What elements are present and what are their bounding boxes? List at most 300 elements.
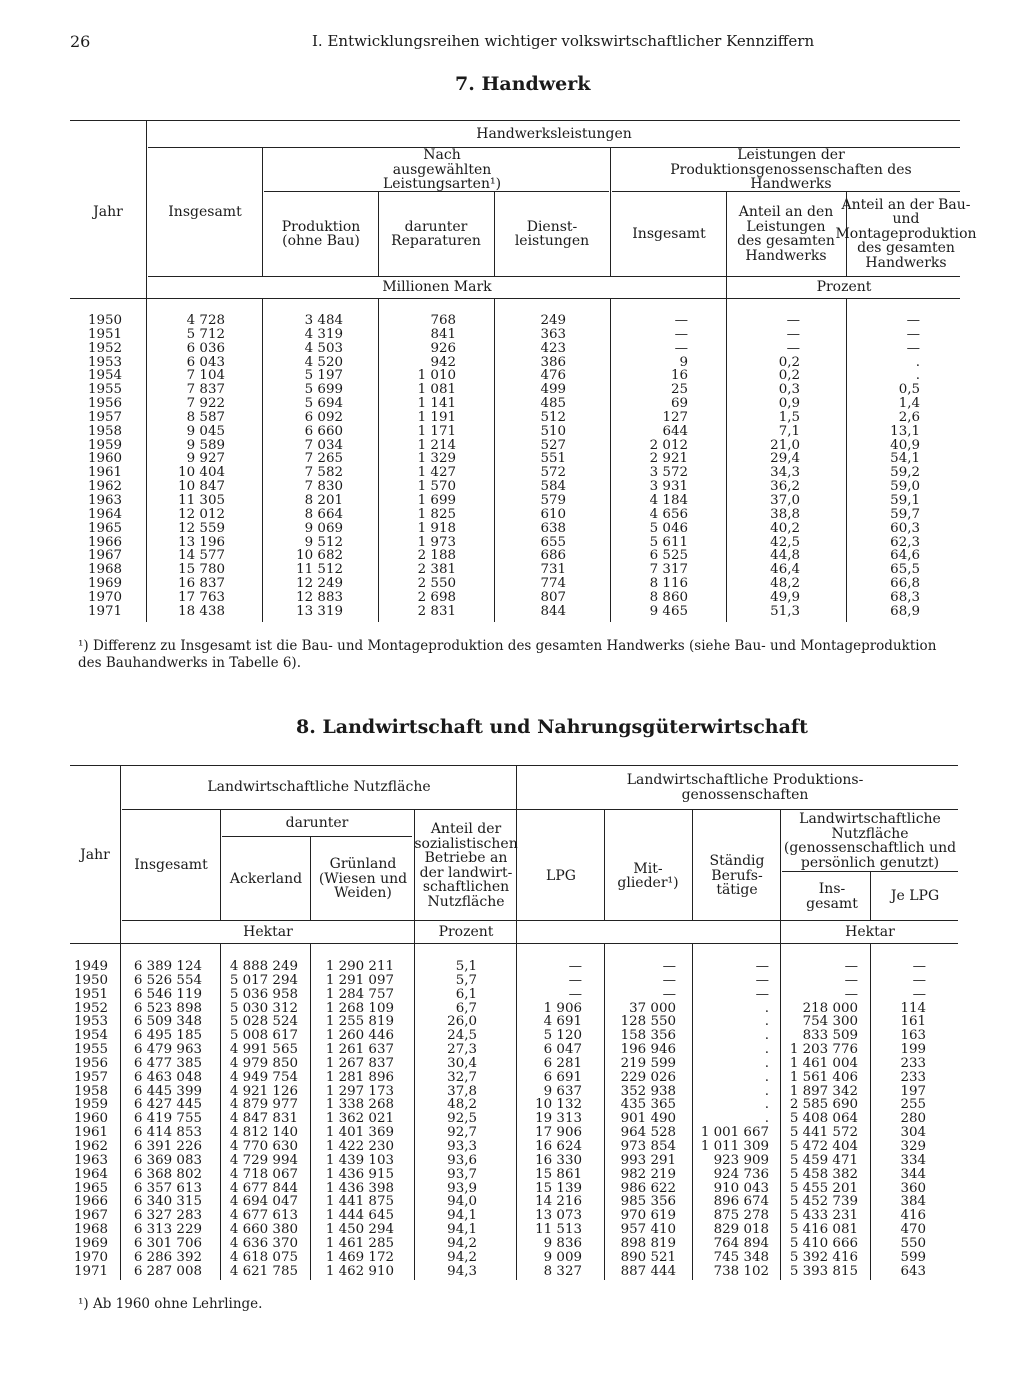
cell-mitglieder: 219 599 bbox=[620, 1055, 676, 1071]
cell-jahr: 1965 bbox=[88, 520, 123, 536]
cell-nf-insgesamt: 218 000 bbox=[802, 1000, 858, 1016]
t8-col-nf-insgesamt bbox=[784, 960, 858, 1278]
cell-berufstaetige: . bbox=[764, 1055, 769, 1071]
cell-je-lpg: 329 bbox=[900, 1138, 926, 1154]
cell-anteil: 27,3 bbox=[447, 1042, 477, 1058]
cell-ackerland: 4 949 754 bbox=[229, 1069, 298, 1085]
cell-anteil-bau: . bbox=[915, 354, 920, 370]
cell-anteil-leistungen: 46,4 bbox=[770, 562, 800, 578]
cell-ackerland: 4 636 370 bbox=[229, 1235, 298, 1251]
cell-pgh-insgesamt: 3 572 bbox=[649, 465, 688, 481]
cell-dienst: 731 bbox=[540, 562, 566, 578]
cell-anteil-leistungen: 0,2 bbox=[778, 354, 800, 370]
cell-berufstaetige: — bbox=[755, 986, 769, 1002]
cell-insgesamt: 6 526 554 bbox=[133, 972, 202, 988]
cell-nf-insgesamt: 5 416 081 bbox=[789, 1222, 858, 1238]
cell-ackerland: 4 770 630 bbox=[229, 1138, 298, 1154]
t7-header-reparaturen: darunter Reparaturen bbox=[391, 218, 481, 249]
t8-header-gruenland: Grünland (Wiesen und Weiden) bbox=[318, 856, 408, 902]
cell-mitglieder: 128 550 bbox=[620, 1014, 676, 1030]
cell-dienst: 476 bbox=[540, 368, 566, 384]
cell-gruenland: 1 436 915 bbox=[325, 1166, 394, 1182]
t7-header-group: Handwerksleistungen bbox=[476, 125, 632, 142]
cell-anteil-bau: 2,6 bbox=[898, 409, 920, 425]
cell-produktion: 7 830 bbox=[304, 479, 343, 495]
cell-anteil-leistungen: — bbox=[786, 340, 800, 356]
cell-insgesamt: 9 589 bbox=[186, 437, 225, 453]
cell-anteil-leistungen: 1,5 bbox=[778, 409, 800, 425]
cell-insgesamt: 9 045 bbox=[186, 423, 225, 439]
cell-ackerland: 4 618 075 bbox=[229, 1249, 298, 1265]
cell-reparaturen: 1 191 bbox=[417, 409, 456, 425]
cell-anteil-leistungen: 29,4 bbox=[770, 451, 800, 467]
cell-reparaturen: 2 831 bbox=[417, 603, 456, 619]
cell-nf-insgesamt: 5 458 382 bbox=[789, 1166, 858, 1182]
cell-berufstaetige: . bbox=[764, 1069, 769, 1085]
cell-insgesamt: 12 559 bbox=[178, 520, 225, 536]
cell-jahr: 1970 bbox=[74, 1249, 109, 1265]
cell-reparaturen: 2 550 bbox=[417, 576, 456, 592]
cell-mitglieder: — bbox=[662, 972, 676, 988]
cell-mitglieder: 993 291 bbox=[620, 1152, 676, 1168]
cell-produktion: 10 682 bbox=[296, 548, 343, 564]
cell-produktion: 11 512 bbox=[296, 562, 343, 578]
cell-mitglieder: 964 528 bbox=[620, 1125, 676, 1141]
t8-unit-prozent: Prozent bbox=[438, 923, 494, 940]
cell-produktion: 7 265 bbox=[304, 451, 343, 467]
cell-jahr: 1966 bbox=[88, 534, 123, 550]
cell-anteil-bau: 59,7 bbox=[890, 506, 920, 522]
cell-anteil-leistungen: 36,2 bbox=[770, 479, 800, 495]
cell-anteil-bau: 59,0 bbox=[890, 479, 920, 495]
cell-berufstaetige: 896 674 bbox=[713, 1194, 769, 1210]
cell-lpg: 6 047 bbox=[543, 1042, 582, 1058]
t8-header-insgesamt: Insgesamt bbox=[134, 857, 208, 874]
cell-anteil-leistungen: — bbox=[786, 313, 800, 328]
cell-pgh-insgesamt: 127 bbox=[662, 409, 688, 425]
cell-ackerland: 4 879 977 bbox=[229, 1097, 298, 1113]
cell-ackerland: 5 017 294 bbox=[229, 972, 298, 988]
cell-anteil: 94,0 bbox=[447, 1194, 477, 1210]
cell-je-lpg: 161 bbox=[900, 1014, 926, 1030]
cell-je-lpg: — bbox=[912, 972, 926, 988]
cell-lpg: — bbox=[568, 972, 582, 988]
cell-ackerland: 4 677 844 bbox=[229, 1180, 298, 1196]
cell-gruenland: 1 260 446 bbox=[325, 1028, 394, 1044]
cell-dienst: 386 bbox=[540, 354, 566, 370]
cell-anteil: 6,7 bbox=[455, 1000, 477, 1016]
t7-col-anteil-bau bbox=[850, 314, 920, 619]
cell-berufstaetige: 910 043 bbox=[713, 1180, 769, 1196]
cell-insgesamt: 6 414 853 bbox=[133, 1125, 202, 1141]
cell-insgesamt: 6 495 185 bbox=[133, 1028, 202, 1044]
cell-berufstaetige: . bbox=[764, 1014, 769, 1030]
cell-anteil: 5,7 bbox=[455, 972, 477, 988]
cell-jahr: 1952 bbox=[88, 340, 123, 356]
cell-gruenland: 1 469 172 bbox=[325, 1249, 394, 1265]
cell-ackerland: 4 694 047 bbox=[229, 1194, 298, 1210]
cell-dienst: 363 bbox=[540, 326, 566, 342]
cell-anteil: 30,4 bbox=[447, 1055, 477, 1071]
cell-nf-insgesamt: 5 459 471 bbox=[789, 1152, 858, 1168]
t7-col-reparaturen bbox=[382, 314, 456, 619]
cell-insgesamt: 6 301 706 bbox=[133, 1235, 202, 1251]
cell-jahr: 1964 bbox=[74, 1166, 109, 1182]
cell-nf-insgesamt: — bbox=[844, 972, 858, 988]
cell-je-lpg: 304 bbox=[900, 1125, 926, 1141]
cell-je-lpg: 233 bbox=[900, 1055, 926, 1071]
cell-reparaturen: 1 081 bbox=[417, 382, 456, 398]
cell-produktion: 12 883 bbox=[296, 589, 343, 605]
cell-je-lpg: 643 bbox=[900, 1263, 926, 1279]
t8-col-je-lpg bbox=[874, 960, 926, 1278]
cell-anteil-leistungen: 37,0 bbox=[770, 492, 800, 508]
t7-col-anteil-leistungen bbox=[730, 314, 800, 619]
cell-dienst: 686 bbox=[540, 548, 566, 564]
t8-col-jahr bbox=[74, 960, 108, 1278]
cell-lpg: 5 120 bbox=[543, 1028, 582, 1044]
cell-mitglieder: 901 490 bbox=[620, 1111, 676, 1127]
cell-anteil-bau: . bbox=[915, 368, 920, 384]
cell-ackerland: 5 008 617 bbox=[229, 1028, 298, 1044]
cell-lpg: 9 836 bbox=[543, 1235, 582, 1251]
cell-pgh-insgesamt: 5 046 bbox=[649, 520, 688, 536]
cell-jahr: 1956 bbox=[74, 1055, 109, 1071]
cell-lpg: 9 637 bbox=[543, 1083, 582, 1099]
cell-anteil-bau: 40,9 bbox=[890, 437, 920, 453]
t7-col-insgesamt bbox=[150, 314, 225, 619]
cell-gruenland: 1 439 103 bbox=[325, 1152, 394, 1168]
cell-insgesamt: 6 043 bbox=[186, 354, 225, 370]
cell-produktion: 4 503 bbox=[304, 340, 343, 356]
cell-jahr: 1955 bbox=[74, 1042, 109, 1058]
cell-nf-insgesamt: — bbox=[844, 986, 858, 1002]
cell-pgh-insgesamt: 9 465 bbox=[649, 603, 688, 619]
cell-mitglieder: 435 365 bbox=[620, 1097, 676, 1113]
cell-jahr: 1957 bbox=[88, 409, 123, 425]
cell-gruenland: 1 290 211 bbox=[325, 959, 394, 974]
cell-pgh-insgesamt: 9 bbox=[679, 354, 688, 370]
cell-jahr: 1959 bbox=[88, 437, 123, 453]
cell-ackerland: 4 979 850 bbox=[229, 1055, 298, 1071]
cell-lpg: — bbox=[568, 959, 582, 974]
cell-berufstaetige: . bbox=[764, 1042, 769, 1058]
t7-unit-mark: Millionen Mark bbox=[382, 279, 492, 296]
cell-gruenland: 1 267 837 bbox=[325, 1055, 394, 1071]
cell-reparaturen: 1 918 bbox=[417, 520, 456, 536]
cell-pgh-insgesamt: 2 921 bbox=[649, 451, 688, 467]
cell-anteil: 37,8 bbox=[447, 1083, 477, 1099]
cell-anteil-bau: 13,1 bbox=[890, 423, 920, 439]
cell-pgh-insgesamt: — bbox=[674, 313, 688, 328]
cell-reparaturen: 2 698 bbox=[417, 589, 456, 605]
cell-pgh-insgesamt: 16 bbox=[670, 368, 688, 384]
cell-produktion: 4 319 bbox=[304, 326, 343, 342]
cell-insgesamt: 6 389 124 bbox=[133, 959, 202, 974]
cell-nf-insgesamt: 5 433 231 bbox=[789, 1208, 858, 1224]
cell-mitglieder: 982 219 bbox=[620, 1166, 676, 1182]
cell-insgesamt: 14 577 bbox=[178, 548, 225, 564]
t8-header-berufstaetige: Ständig Berufs-tätige bbox=[709, 853, 765, 899]
t7-col-jahr bbox=[88, 314, 122, 619]
cell-dienst: 579 bbox=[540, 492, 566, 508]
cell-anteil-bau: — bbox=[906, 313, 920, 328]
cell-reparaturen: 1 973 bbox=[417, 534, 456, 550]
cell-jahr: 1968 bbox=[88, 562, 123, 578]
cell-lpg: 6 281 bbox=[543, 1055, 582, 1071]
cell-lpg: 15 861 bbox=[535, 1166, 582, 1182]
cell-insgesamt: 10 404 bbox=[178, 465, 225, 481]
cell-lpg: 8 327 bbox=[543, 1263, 582, 1279]
cell-lpg: 9 009 bbox=[543, 1249, 582, 1265]
t8-col-ackerland bbox=[224, 960, 298, 1278]
cell-anteil: 92,5 bbox=[447, 1111, 477, 1127]
cell-jahr: 1964 bbox=[88, 506, 123, 522]
cell-gruenland: 1 268 109 bbox=[325, 1000, 394, 1016]
cell-gruenland: 1 338 268 bbox=[325, 1097, 394, 1113]
cell-je-lpg: 360 bbox=[900, 1180, 926, 1196]
cell-nf-insgesamt: 5 452 739 bbox=[789, 1194, 858, 1210]
cell-anteil: 26,0 bbox=[447, 1014, 477, 1030]
cell-berufstaetige: — bbox=[755, 972, 769, 988]
t7-header-produktion: Produktion (ohne Bau) bbox=[281, 218, 361, 249]
cell-produktion: 8 664 bbox=[304, 506, 343, 522]
cell-je-lpg: 416 bbox=[900, 1208, 926, 1224]
cell-je-lpg: 384 bbox=[900, 1194, 926, 1210]
cell-jahr: 1965 bbox=[74, 1180, 109, 1196]
t7-header-sub1: Nach ausgewählten Leistungsarten¹) bbox=[382, 147, 502, 193]
cell-berufstaetige: . bbox=[764, 1083, 769, 1099]
cell-anteil-bau: — bbox=[906, 326, 920, 342]
cell-dienst: 610 bbox=[540, 506, 566, 522]
cell-berufstaetige: 738 102 bbox=[713, 1263, 769, 1279]
t7-header-dienst: Dienst-leistungen bbox=[514, 218, 590, 249]
cell-pgh-insgesamt: 3 931 bbox=[649, 479, 688, 495]
cell-lpg: 13 073 bbox=[535, 1208, 582, 1224]
cell-nf-insgesamt: 2 585 690 bbox=[789, 1097, 858, 1113]
cell-gruenland: 1 291 097 bbox=[325, 972, 394, 988]
cell-gruenland: 1 422 230 bbox=[325, 1138, 394, 1154]
cell-insgesamt: 7 837 bbox=[186, 382, 225, 398]
cell-insgesamt: 7 922 bbox=[186, 396, 225, 412]
t7-header-sub2: Leistungen der Produktionsgenossenschaften des Handwerks bbox=[670, 147, 912, 193]
cell-insgesamt: 6 523 898 bbox=[133, 1000, 202, 1016]
cell-dienst: 774 bbox=[540, 576, 566, 592]
cell-berufstaetige: . bbox=[764, 1097, 769, 1113]
cell-insgesamt: 4 728 bbox=[186, 313, 225, 328]
t8-header-ackerland: Ackerland bbox=[229, 870, 303, 887]
cell-lpg: 11 513 bbox=[535, 1222, 582, 1238]
cell-jahr: 1954 bbox=[74, 1028, 109, 1044]
cell-lpg: 14 216 bbox=[535, 1194, 582, 1210]
cell-ackerland: 4 847 831 bbox=[229, 1111, 298, 1127]
cell-jahr: 1954 bbox=[88, 368, 123, 384]
cell-jahr: 1953 bbox=[88, 354, 123, 370]
cell-mitglieder: 352 938 bbox=[620, 1083, 676, 1099]
cell-reparaturen: 768 bbox=[430, 313, 456, 328]
cell-lpg: 4 691 bbox=[543, 1014, 582, 1030]
cell-produktion: 13 319 bbox=[296, 603, 343, 619]
cell-je-lpg: 280 bbox=[900, 1111, 926, 1127]
cell-reparaturen: 1 171 bbox=[417, 423, 456, 439]
cell-anteil: 94,2 bbox=[447, 1235, 477, 1251]
cell-mitglieder: 970 619 bbox=[620, 1208, 676, 1224]
cell-insgesamt: 6 369 083 bbox=[133, 1152, 202, 1168]
cell-anteil-bau: 59,1 bbox=[890, 492, 920, 508]
cell-mitglieder: 986 622 bbox=[620, 1180, 676, 1196]
cell-nf-insgesamt: 1 897 342 bbox=[789, 1083, 858, 1099]
cell-produktion: 9 512 bbox=[304, 534, 343, 550]
cell-anteil-bau: 60,3 bbox=[890, 520, 920, 536]
cell-insgesamt: 6 036 bbox=[186, 340, 225, 356]
cell-anteil-leistungen: 0,3 bbox=[778, 382, 800, 398]
table7-title: 7. Handwerk bbox=[455, 73, 591, 95]
cell-pgh-insgesamt: 7 317 bbox=[649, 562, 688, 578]
cell-jahr: 1950 bbox=[74, 972, 109, 988]
cell-nf-insgesamt: 833 509 bbox=[802, 1028, 858, 1044]
cell-jahr: 1957 bbox=[74, 1069, 109, 1085]
cell-anteil-leistungen: 40,2 bbox=[770, 520, 800, 536]
cell-jahr: 1952 bbox=[74, 1000, 109, 1016]
cell-nf-insgesamt: 5 472 404 bbox=[789, 1138, 858, 1154]
cell-anteil-leistungen: 0,2 bbox=[778, 368, 800, 384]
cell-dienst: 551 bbox=[540, 451, 566, 467]
t7-header-insgesamt: Insgesamt bbox=[168, 203, 242, 220]
cell-lpg: 10 132 bbox=[535, 1097, 582, 1113]
cell-mitglieder: 37 000 bbox=[629, 1000, 676, 1016]
page-number: 26 bbox=[70, 32, 91, 51]
cell-lpg: — bbox=[568, 986, 582, 1002]
t8-col-berufstaetige bbox=[696, 960, 769, 1278]
cell-jahr: 1968 bbox=[74, 1222, 109, 1238]
cell-jahr: 1969 bbox=[88, 576, 123, 592]
t8-header-darunter: darunter bbox=[285, 815, 349, 832]
cell-dienst: 807 bbox=[540, 589, 566, 605]
running-head: I. Entwicklungsreihen wichtiger volkswirtschaftlicher Kennziffern bbox=[312, 32, 815, 50]
t7-header-anteil-leistungen: Anteil an den Leistungen des gesamten Handwerks bbox=[737, 204, 835, 264]
cell-pgh-insgesamt: 25 bbox=[670, 382, 688, 398]
cell-insgesamt: 7 104 bbox=[186, 368, 225, 384]
cell-insgesamt: 10 847 bbox=[178, 479, 225, 495]
cell-jahr: 1956 bbox=[88, 396, 123, 412]
cell-insgesamt: 6 445 399 bbox=[133, 1083, 202, 1099]
cell-insgesamt: 6 313 229 bbox=[133, 1222, 202, 1238]
cell-mitglieder: — bbox=[662, 986, 676, 1002]
cell-gruenland: 1 441 875 bbox=[325, 1194, 394, 1210]
cell-je-lpg: 550 bbox=[900, 1235, 926, 1251]
cell-ackerland: 4 621 785 bbox=[229, 1263, 298, 1279]
cell-anteil-leistungen: 21,0 bbox=[770, 437, 800, 453]
cell-dienst: 485 bbox=[540, 396, 566, 412]
cell-dienst: 844 bbox=[540, 603, 566, 619]
cell-jahr: 1961 bbox=[74, 1125, 109, 1141]
cell-ackerland: 4 921 126 bbox=[229, 1083, 298, 1099]
t8-header-group2: Landwirtschaftliche Produktions-genossenschaften bbox=[626, 772, 864, 803]
cell-reparaturen: 926 bbox=[430, 340, 456, 356]
cell-reparaturen: 1 699 bbox=[417, 492, 456, 508]
cell-pgh-insgesamt: 2 012 bbox=[649, 437, 688, 453]
cell-nf-insgesamt: 5 392 416 bbox=[789, 1249, 858, 1265]
cell-nf-insgesamt: 5 410 666 bbox=[789, 1235, 858, 1251]
cell-anteil-leistungen: 38,8 bbox=[770, 506, 800, 522]
cell-ackerland: 4 677 613 bbox=[229, 1208, 298, 1224]
cell-ackerland: 4 888 249 bbox=[229, 959, 298, 974]
cell-insgesamt: 6 419 755 bbox=[133, 1111, 202, 1127]
cell-anteil: 94,1 bbox=[447, 1208, 477, 1224]
cell-berufstaetige: 924 736 bbox=[713, 1166, 769, 1182]
cell-produktion: 12 249 bbox=[296, 576, 343, 592]
t8-header-nf-insgesamt: Ins-gesamt bbox=[806, 881, 858, 912]
cell-gruenland: 1 461 285 bbox=[325, 1235, 394, 1251]
cell-insgesamt: 6 391 226 bbox=[133, 1138, 202, 1154]
cell-anteil-bau: 65,5 bbox=[890, 562, 920, 578]
cell-jahr: 1967 bbox=[74, 1208, 109, 1224]
cell-anteil-leistungen: — bbox=[786, 326, 800, 342]
t7-footnote: ¹) Differenz zu Insgesamt ist die Bau- und Montageproduktion des gesamten Handwerks (siehe Bau- und Montageproduktion des Bauhandwerks in Tabelle 6). bbox=[78, 638, 937, 671]
cell-anteil-leistungen: 44,8 bbox=[770, 548, 800, 564]
cell-pgh-insgesamt: 6 525 bbox=[649, 548, 688, 564]
cell-je-lpg: 233 bbox=[900, 1069, 926, 1085]
cell-je-lpg: — bbox=[912, 959, 926, 974]
cell-jahr: 1966 bbox=[74, 1194, 109, 1210]
cell-ackerland: 5 030 312 bbox=[229, 1000, 298, 1016]
cell-lpg: 15 139 bbox=[535, 1180, 582, 1196]
cell-anteil-bau: 0,5 bbox=[898, 382, 920, 398]
cell-reparaturen: 1 329 bbox=[417, 451, 456, 467]
cell-anteil-leistungen: 51,3 bbox=[770, 603, 800, 619]
cell-insgesamt: 6 477 385 bbox=[133, 1055, 202, 1071]
t7-col-dienst bbox=[498, 314, 566, 619]
cell-insgesamt: 6 427 445 bbox=[133, 1097, 202, 1113]
cell-insgesamt: 6 287 008 bbox=[133, 1263, 202, 1279]
cell-mitglieder: 957 410 bbox=[620, 1222, 676, 1238]
cell-anteil: 94,1 bbox=[447, 1222, 477, 1238]
cell-gruenland: 1 450 294 bbox=[325, 1222, 394, 1238]
cell-je-lpg: 334 bbox=[900, 1152, 926, 1168]
cell-ackerland: 4 718 067 bbox=[229, 1166, 298, 1182]
cell-ackerland: 4 660 380 bbox=[229, 1222, 298, 1238]
cell-anteil-bau: 54,1 bbox=[890, 451, 920, 467]
cell-insgesamt: 6 327 283 bbox=[133, 1208, 202, 1224]
cell-insgesamt: 15 780 bbox=[178, 562, 225, 578]
cell-jahr: 1962 bbox=[88, 479, 123, 495]
t8-header-mitglieder: Mit-glieder¹) bbox=[617, 860, 679, 891]
cell-jahr: 1959 bbox=[74, 1097, 109, 1113]
cell-dienst: 423 bbox=[540, 340, 566, 356]
cell-mitglieder: 985 356 bbox=[620, 1194, 676, 1210]
cell-anteil-bau: 68,3 bbox=[890, 589, 920, 605]
cell-nf-insgesamt: 754 300 bbox=[802, 1014, 858, 1030]
cell-mitglieder: 973 854 bbox=[620, 1138, 676, 1154]
cell-dienst: 527 bbox=[540, 437, 566, 453]
t8-col-anteil bbox=[418, 960, 477, 1278]
cell-gruenland: 1 462 910 bbox=[325, 1263, 394, 1279]
cell-berufstaetige: — bbox=[755, 959, 769, 974]
cell-nf-insgesamt: 5 441 572 bbox=[789, 1125, 858, 1141]
cell-berufstaetige: 875 278 bbox=[713, 1208, 769, 1224]
cell-pgh-insgesamt: — bbox=[674, 326, 688, 342]
cell-je-lpg: 344 bbox=[900, 1166, 926, 1182]
cell-anteil-bau: — bbox=[906, 340, 920, 356]
cell-anteil: 93,9 bbox=[447, 1180, 477, 1196]
t7-unit-prozent: Prozent bbox=[816, 279, 872, 296]
cell-produktion: 5 197 bbox=[304, 368, 343, 384]
cell-jahr: 1967 bbox=[88, 548, 123, 564]
cell-insgesamt: 6 479 963 bbox=[133, 1042, 202, 1058]
cell-jahr: 1970 bbox=[88, 589, 123, 605]
cell-anteil-bau: 1,4 bbox=[898, 396, 920, 412]
cell-jahr: 1971 bbox=[74, 1263, 109, 1279]
